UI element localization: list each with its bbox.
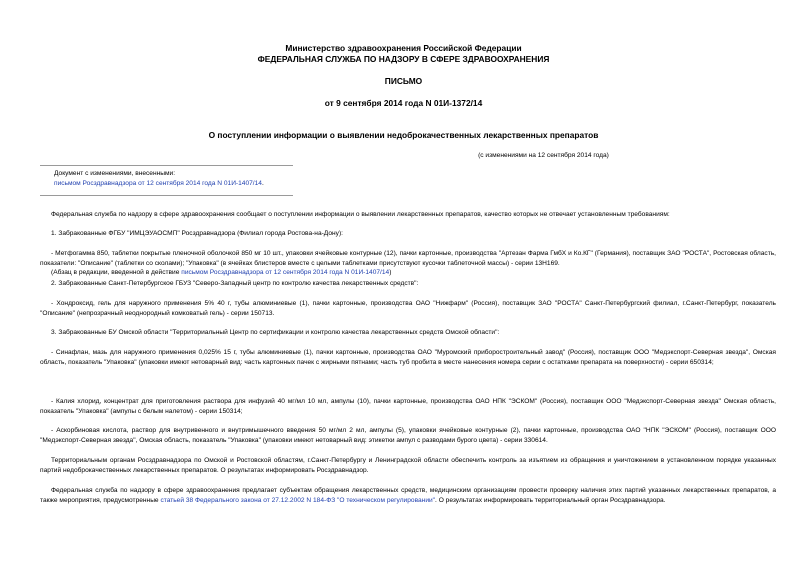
document-type: ПИСЬМО bbox=[384, 76, 423, 86]
changes-link-line bbox=[54, 179, 354, 189]
changes-top-divider bbox=[40, 165, 293, 166]
service-name: ФЕДЕРАЛЬНАЯ СЛУЖБА ПО НАДЗОРУ В СФЕРЕ ЗДРАВООХРАНЕНИЯ bbox=[257, 54, 550, 64]
closing-suffix: . О результатах информировать территориальный орган Росздравнадзора. bbox=[435, 496, 666, 504]
territorial-paragraph: Территориальным органам Росздравнадзора по Омской и Ростовской областям, г.Санкт-Петербургу и Ленинградской области обеспечить контроль за изъятием из обращения и уничтожением в установленном порядке указанных партий недоброкачественных лекарственных препаратов. О результатах информировать Росздравнадзор. bbox=[40, 457, 776, 474]
document-date-number: от 9 сентября 2014 года N 01И-1372/14 bbox=[324, 98, 483, 108]
ministry-name: Министерство здравоохранения Российской Федерации bbox=[285, 43, 522, 53]
section-3-item-2: - Калия хлорид, концентрат для приготовления раствора для инфузий 40 мг/мл 10 мл, ампулы (10), пачки картонные, производства ОАО НПК "ЭСКОМ" (Россия), поставщик ООО "Медэкспорт-Северная звезда" Омская область, показатель "Упаковка" (ампулы с белым налетом) - серии 150314; bbox=[40, 398, 776, 415]
section-1-item: - Метфогамма 850, таблетки покрытые пленочной оболочкой 850 мг 10 шт., упаковки ячейковые контурные (12), пачки картонные, производства "Артезан Фарма ГмбХ и Ко.КГ" (Германия), поставщик ЗАО "РОСТА", Ростовская область, показатели: "Описание" (таблетки со сколами); "Упаковка" (в ячейках блистеров вместе с целыми таблетками присутствуют кусочки таблеточной массы) - серии 13Н169. bbox=[40, 250, 776, 267]
closing-prefix: Федеральная служба по надзору в сфере здравоохранения предлагает субъектам обращения лекарственных средств, медицинским организациям провести проверку наличия этих партий указанных лекарственных препаратов, а также мероприятия, предусмотренные bbox=[40, 487, 776, 504]
document-title: О поступлении информации о выявлении недоброкачественных лекарственных препаратов bbox=[208, 130, 599, 140]
intro-paragraph: Федеральная служба по надзору в сфере здравоохранения сообщает о поступлении информации о выявлении лекарственных препаратов, качество которых не отвечает установленным требованиям: bbox=[51, 211, 670, 218]
section-2-heading: 2. Забракованные Санкт-Петербургское ГБУЗ "Северо-Западный центр по контролю качества лекарственных средств": bbox=[51, 280, 419, 287]
closing-paragraph bbox=[40, 486, 776, 505]
revision-note: (с изменениями на 12 сентября 2014 года) bbox=[478, 152, 609, 159]
section-1-amend-note bbox=[40, 268, 776, 278]
section-3-item-1: - Синафлан, мазь для наружного применения 0,025% 15 г, тубы алюминиевые (1), пачки картонные, производства ОАО "Муромский приборостроительный завод" (Россия), поставщик ООО "Медэкспорт-Северная звезда", Омская область, показатель "Упаковка" (упаковки имеют нетоварный вид: часть картонных пачек с жирными пятнами; часть туб пробита в месте нанесения номера серии с остатками препарата на поверхности) - серии 650314; bbox=[40, 349, 776, 366]
federal-law-link[interactable]: статьей 38 Федерального закона от 27.12.2002 N 184-ФЗ "О техническом регулировании" bbox=[160, 496, 436, 504]
section-3-heading: 3. Забракованные БУ Омской области "Территориальный Центр по сертификации и контролю качества лекарственных средств Омской области": bbox=[51, 329, 500, 336]
amend-note-link[interactable]: письмом Росздравнадзора от 12 сентября 2014 года N 01И-1407/14 bbox=[181, 269, 390, 276]
changes-bottom-divider bbox=[40, 195, 293, 196]
changes-link[interactable]: письмом Росздравнадзора от 12 сентября 2014 года N 01И-1407/14 bbox=[54, 180, 262, 187]
section-1-heading: 1. Забракованные ФГБУ "ИМЦЭУАОСМП" Росздравнадзора (Филиал города Ростова-на-Дону): bbox=[51, 230, 343, 237]
section-3-item-3: - Аскорбиновая кислота, раствор для внутривенного и внутримышечного введения 50 мг/мл 2 мл, ампулы (5), упаковки ячейковые контурные (2), пачки картонные, производства ОАО "НПК "ЭСКОМ" (Россия), поставщик ООО "Медэкспорт-Северная звезда", Омская область, показатель "Упаковка" (упаковки имеют нетоварный вид: этикетки ампул с разводами бурого цвета) - серии 330614. bbox=[40, 427, 776, 444]
amend-note-prefix: (Абзац в редакции, введенной в действие bbox=[51, 269, 180, 276]
amend-note-suffix: ) bbox=[389, 269, 392, 276]
changes-label: Документ с изменениями, внесенными: bbox=[54, 170, 176, 177]
section-2-item: - Хондроксид, гель для наружного применения 5% 40 г, тубы алюминиевые (1), пачки картонные, производства ОАО "Нижфарм" (Россия), поставщик ЗАО "РОСТА" Санкт-Петербургский филиал, г.Санкт-Петербург, показатель "Описание" (непрозрачный неоднородный комковатый гель) - серии 150713. bbox=[40, 300, 776, 317]
changes-link-period: . bbox=[261, 180, 264, 187]
